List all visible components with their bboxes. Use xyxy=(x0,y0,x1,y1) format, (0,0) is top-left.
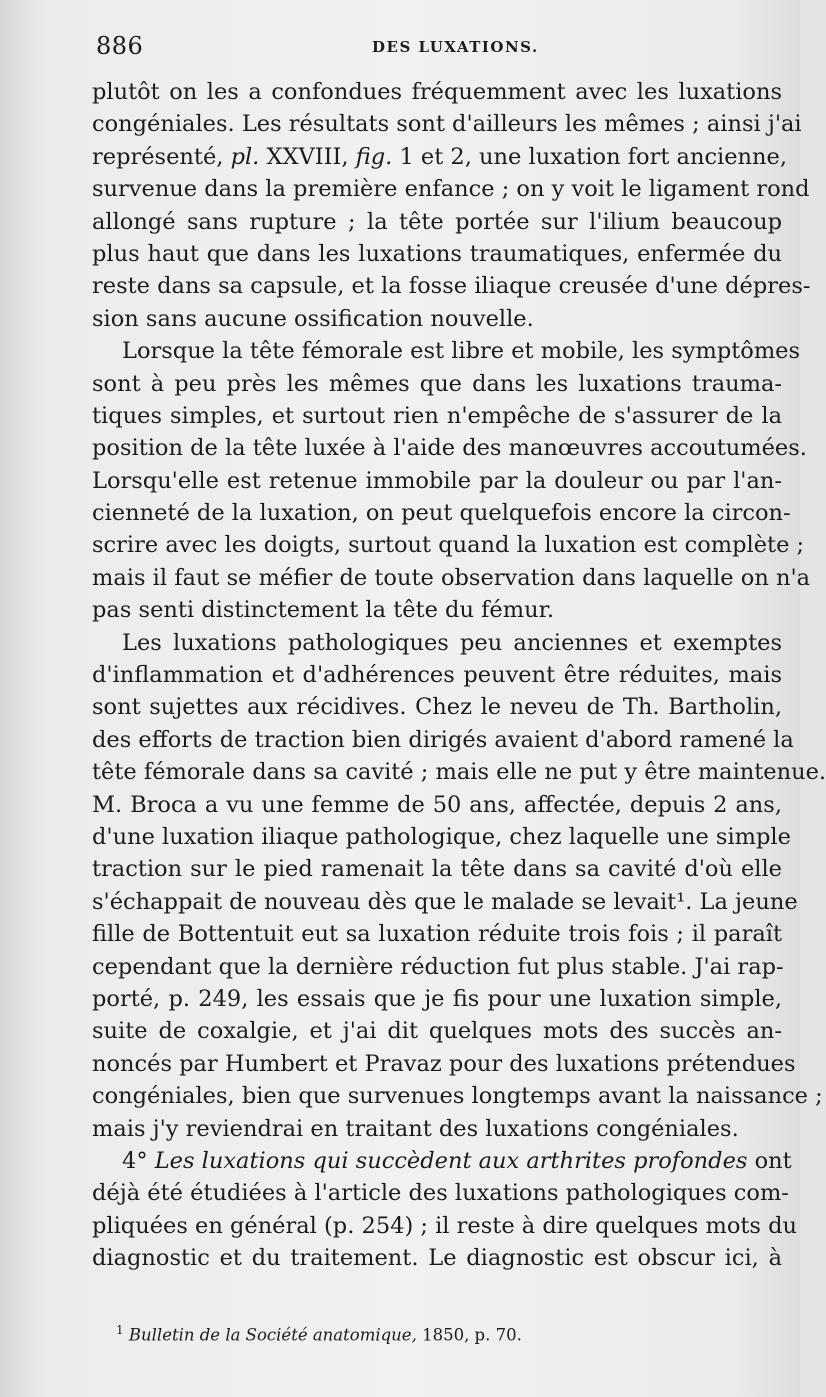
text-line: M. Broca a vu une femme de 50 ans, affectée, depuis 2 ans, xyxy=(92,791,782,818)
footnote-marker: 1 xyxy=(116,1323,124,1337)
text-line: allongé sans rupture ; la tête portée sur l'ilium beaucoup xyxy=(92,208,782,235)
text-line: position de la tête luxée à l'aide des manœuvres accoutumées. xyxy=(92,435,807,462)
text-line: pas senti distinctement la tête du fémur. xyxy=(92,597,555,624)
text-line: mais j'y reviendrai en traitant des luxations congéniales. xyxy=(92,1115,739,1142)
text-line: survenue dans la première enfance ; on y voit le ligament rond xyxy=(92,176,810,203)
text-line: plutôt on les a confondues fréquemment avec les luxations xyxy=(92,79,782,105)
text-line: sont sujettes aux récidives. Chez le neveu de Th. Bartholin, xyxy=(92,694,782,721)
text-line: reste dans sa capsule, et la fosse iliaque creusée d'une dépres- xyxy=(92,273,811,300)
text-line: déjà été étudiées à l'article des luxations pathologiques com- xyxy=(92,1180,789,1207)
text-line: congéniales, bien que survenues longtemps avant la naissance ; xyxy=(92,1083,823,1110)
footnote xyxy=(116,1318,616,1348)
text-line: congéniales. Les résultats sont d'ailleurs les mêmes ; ainsi j'ai xyxy=(92,111,802,138)
text-line: Les luxations pathologiques peu anciennes et exemptes xyxy=(122,629,782,656)
text-line: tiques simples, et surtout rien n'empêche de s'assurer de la xyxy=(92,402,782,429)
text-line: Lorsqu'elle est retenue immobile par la douleur ou par l'an- xyxy=(92,467,782,494)
text-line: plus haut que dans les luxations traumatiques, enfermée du xyxy=(92,240,782,267)
text-line: pliquées en général (p. 254) ; il reste à dire quelques mots du xyxy=(92,1212,798,1239)
page-number: 886 xyxy=(96,32,144,60)
text-line: mais il faut se méfier de toute observation dans laquelle on n'a xyxy=(92,564,811,591)
footnote-reference: 1850, p. 70. xyxy=(416,1325,522,1345)
text-line: porté, p. 249, les essais que je fis pour une luxation simple, xyxy=(92,985,782,1012)
text-line: cependant que la dernière réduction fut plus stable. J'ai rap- xyxy=(92,953,784,980)
text-line: sont à peu près les mêmes que dans les luxations trauma- xyxy=(92,370,782,397)
text-line: d'une luxation iliaque pathologique, chez laquelle une simple xyxy=(92,823,791,850)
text-line: des efforts de traction bien dirigés avaient d'abord ramené la xyxy=(92,726,794,753)
text-line: 4° Les luxations qui succèdent aux arthrites profondes ont xyxy=(122,1147,792,1174)
text-line: d'inflammation et d'adhérences peuvent être réduites, mais xyxy=(92,662,782,689)
section-heading: Les luxations qui succèdent aux arthrites profondes xyxy=(154,1147,748,1174)
text-line: fille de Bottentuit eut sa luxation réduite trois fois ; il paraît xyxy=(92,921,782,948)
page-header xyxy=(96,30,770,66)
running-head: DES LUXATIONS. xyxy=(372,38,539,56)
text-line: diagnostic et du traitement. Le diagnostic est obscur ici, à xyxy=(92,1245,782,1272)
text-line: s'échappait de nouveau dès que le malade se levait¹. La jeune xyxy=(92,888,798,915)
text-line: sion sans aucune ossification nouvelle. xyxy=(92,305,534,332)
text-line: représenté, pl. XXVIII, fig. 1 et 2, une luxation fort ancienne, xyxy=(92,143,788,170)
text-line: tête fémorale dans sa cavité ; mais elle ne put y être maintenue. xyxy=(92,759,826,786)
body-text xyxy=(92,76,826,1274)
text-line: suite de coxalgie, et j'ai dit quelques mots des succès an- xyxy=(92,1018,782,1045)
text-line: Lorsque la tête fémorale est libre et mobile, les symptômes xyxy=(122,338,801,365)
text-line: noncés par Humbert et Pravaz pour des luxations prétendues xyxy=(92,1050,796,1077)
text-line: cienneté de la luxation, on peut quelquefois encore la circon- xyxy=(92,500,791,527)
text-line: scrire avec les doigts, surtout quand la luxation est complète ; xyxy=(92,532,805,559)
footnote-title: Bulletin de la Société anatomique, xyxy=(128,1325,417,1345)
text-line: traction sur le pied ramenait la tête dans sa cavité d'où elle xyxy=(92,856,782,883)
